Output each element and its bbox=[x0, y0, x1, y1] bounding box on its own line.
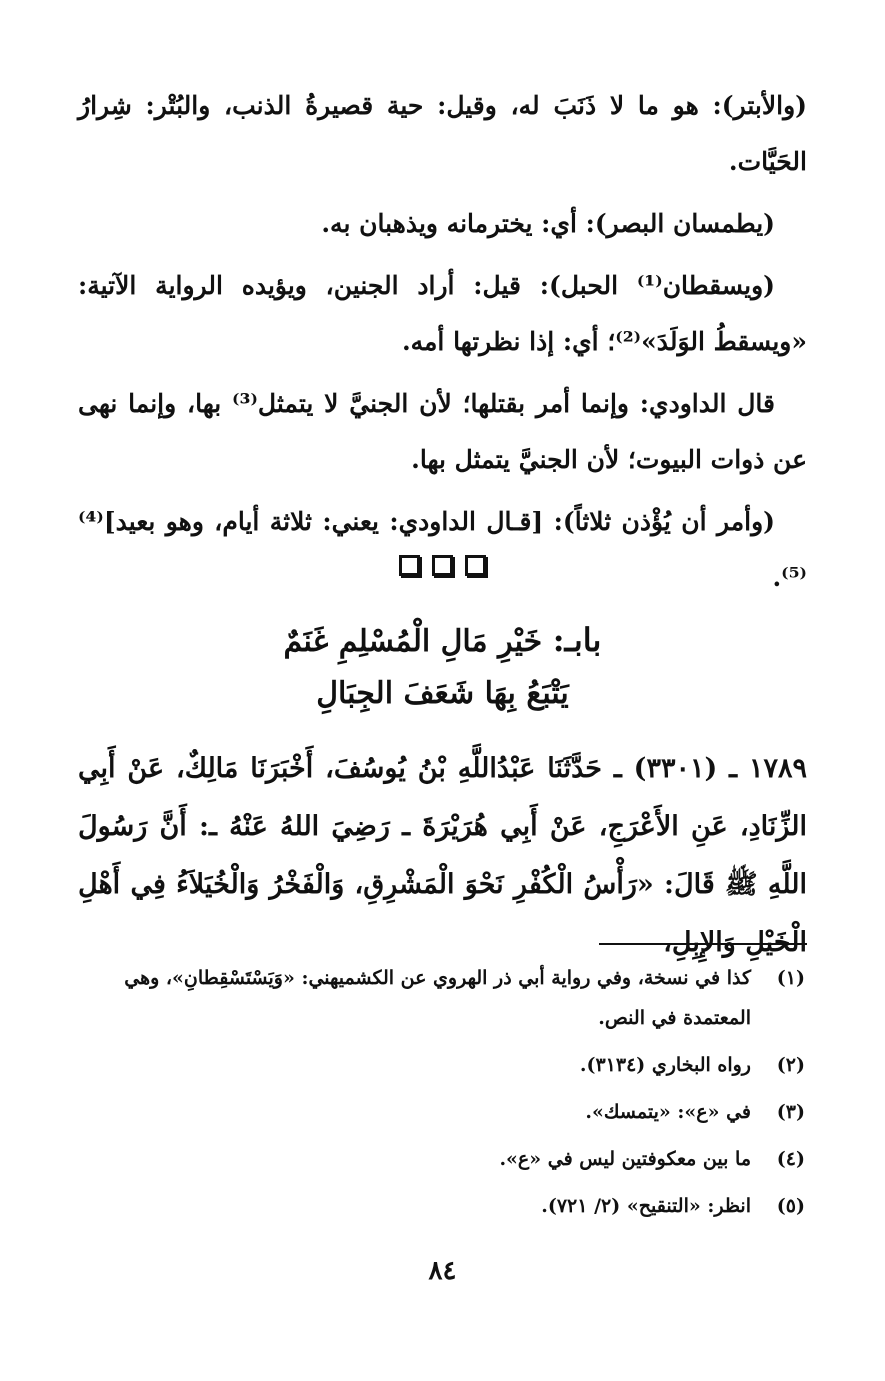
chapter-title-part-1: خَيْرِ مَالِ الْمُسْلِمِ غَنَمٌ bbox=[283, 624, 543, 659]
footnotes bbox=[78, 958, 805, 1233]
footnote-item bbox=[78, 1092, 805, 1132]
footnote-number: (٤) bbox=[776, 1148, 805, 1170]
footnote-text: انظر: «التنقيح» (٢/ ٧٢١). bbox=[541, 1195, 751, 1217]
footnote-text: في «ع»: «يتمسك». bbox=[585, 1101, 751, 1123]
section-separator bbox=[0, 555, 885, 576]
footnote-text: ما بين معكوفتين ليس في «ع». bbox=[499, 1148, 751, 1170]
footnote-item bbox=[78, 1045, 805, 1085]
footnote-number: (١) bbox=[776, 967, 805, 989]
chapter-heading bbox=[0, 614, 885, 720]
hadith-text: ١٧٨٩ ـ (٣٣٠١) ـ حَدَّثَنَا عَبْدُاللَّهِ بْنُ يُوسُفَ، أَخْبَرَنَا مَالِكٌ، عَنْ أَبِي الزِّنَادِ، عَنِ الأَعْرَجِ، عَنْ أَبِي هُرَيْرَةَ ـ رَضِيَ اللهُ عَنْهُ ـ: أَنَّ رَسُولَ اللَّهِ ﷺ قَالَ: «رَأْسُ الْكُفْرِ نَحْوَ الْمَشْرِقِ، وَالْفَخْرُ وَالْخُيَلاَءُ فِي أَهْلِ الْخَيْلِ وَالإِبِلِ، bbox=[78, 753, 807, 958]
footnote-divider bbox=[599, 943, 807, 945]
page-number: ٨٤ bbox=[428, 1256, 457, 1286]
footnote-item bbox=[78, 958, 805, 1038]
square-ornament-icon bbox=[465, 555, 486, 576]
footnote-number: (٢) bbox=[776, 1054, 805, 1076]
chapter-title-line-2: يَتْبَعُ بِهَا شَعَفَ الجِبَالِ bbox=[316, 676, 569, 711]
paragraph-abtar: (والأبتر): هو ما لا ذَنَبَ له، وقيل: حية قصيرةُ الذنب، والبُتْر: شِرارُ الحَيَّات. bbox=[78, 91, 807, 176]
footnote-number: (٣) bbox=[776, 1101, 805, 1123]
footnote-text: رواه البخاري (٣١٣٤). bbox=[579, 1054, 751, 1076]
paragraph-yusqitan: (ويسقطان⁽¹⁾ الحبل): قيل: أراد الجنين، ويؤيده الرواية الآتية: «ويسقطُ الوَلَدَ»⁽²⁾؛ أي: إذا نظرتها أمه. bbox=[78, 271, 807, 356]
footnote-item bbox=[78, 1186, 805, 1226]
paragraph-yatmisan: (يطمسان البصر): أي: يخترمانه ويذهبان به. bbox=[321, 209, 775, 238]
square-ornament-icon bbox=[432, 555, 453, 576]
paragraph-yudhan: (وأمر أن يُؤْذن ثلاثاً): [قـال الداودي: يعني: ثلاثة أيام، وهو بعيد]⁽⁴⁾⁽⁵⁾. bbox=[78, 507, 807, 592]
chapter-label: بابـ: bbox=[552, 621, 602, 659]
footnote-item bbox=[78, 1139, 805, 1179]
chapter-title-line-1 bbox=[0, 614, 885, 668]
footnote-text: كذا في نسخة، وفي رواية أبي ذر الهروي عن الكشميهني: «وَيَسْتَسْقِطانِ»، وهي المعتمدة في النص. bbox=[124, 967, 751, 1029]
footnote-number: (٥) bbox=[776, 1195, 805, 1217]
paragraph-dawudi: قال الداودي: وإنما أمر بقتلها؛ لأن الجنيَّ لا يتمثل⁽³⁾ بها، وإنما نهى عن ذوات البيوت؛ لأن الجنيَّ يتمثل بها. bbox=[78, 389, 807, 474]
commentary-text bbox=[78, 78, 807, 612]
square-ornament-icon bbox=[399, 555, 420, 576]
